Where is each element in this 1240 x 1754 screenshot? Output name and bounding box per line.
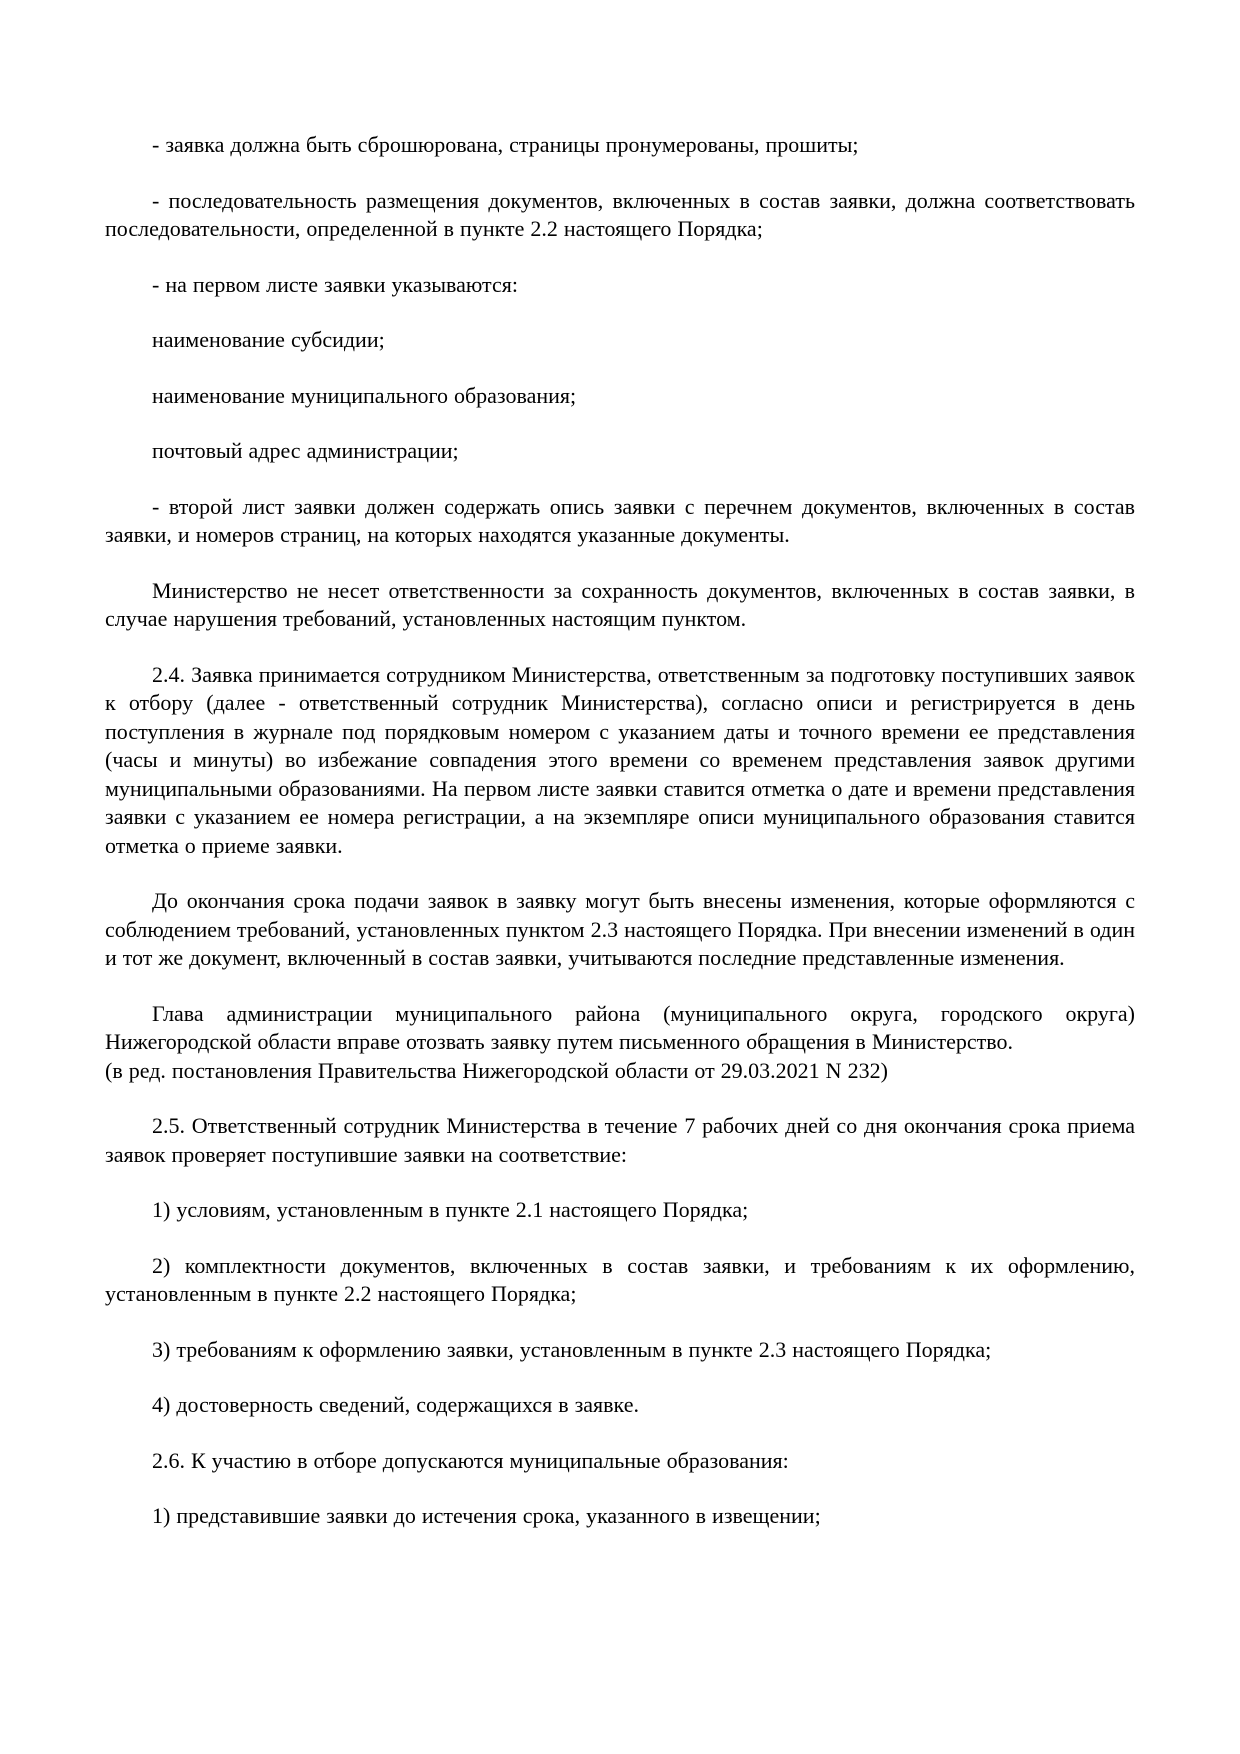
paragraph-clause-2-5: 2.5. Ответственный сотрудник Министерства в течение 7 рабочих дней со дня окончания срока приема заявок проверяет поступившие заявки на соответствие: [105, 1113, 1135, 1167]
paragraph-check-item-4: 4) достоверность сведений, содержащихся в заявке. [152, 1392, 639, 1417]
paragraph-postal-address: почтовый адрес администрации; [152, 438, 459, 463]
paragraph-check-item-3: 3) требованиям к оформлению заявки, установленным в пункте 2.3 настоящего Порядка; [152, 1336, 992, 1362]
paragraph-clause-2-6: 2.6. К участию в отборе допускаются муниципальные образования: [152, 1447, 789, 1473]
paragraph-check-item-1: 1) условиям, установленным в пункте 2.1 настоящего Порядка; [152, 1197, 749, 1222]
paragraph-second-sheet: - второй лист заявки должен содержать опись заявки с перечнем документов, включенных в состав заявки, и номеров страниц, на которых находятся указанные документы. [105, 493, 1135, 547]
paragraph-withdrawal-right: Глава администрации муниципального района (муниципального округа, городского округа) Нижегородской области вправе отозвать заявку путем письменного обращения в Министерство. [105, 1000, 1135, 1054]
paragraph-document-order: - последовательность размещения документов, включенных в состав заявки, должна соответствовать последовательности, определенной в пункте 2.2 настоящего Порядка; [105, 187, 1135, 241]
paragraph-check-item-2: 2) комплектности документов, включенных в состав заявки, и требованиям к их оформлению, установленным в пункте 2.2 настоящего Порядка; [105, 1252, 1135, 1306]
paragraph-municipality-name: наименование муниципального образования; [152, 382, 577, 408]
paragraph-subsidy-name: наименование субсидии; [152, 327, 385, 352]
paragraph-application-bound: - заявка должна быть сброшюрована, страницы пронумерованы, прошиты; [152, 132, 859, 157]
paragraph-ministry-liability: Министерство не несет ответственности за сохранность документов, включенных в состав заявки, в случае нарушения требований, установленных настоящим пунктом. [105, 577, 1135, 631]
paragraph-first-sheet-intro: - на первом листе заявки указываются: [152, 271, 518, 297]
paragraph-amendments-before-deadline: До окончания срока подачи заявок в заявку могут быть внесены изменения, которые оформляются с соблюдением требований, установленных пунктом 2.3 настоящего Порядка. При внесении изменений в один и тот же документ, включенный в состав заявки, учитываются последние представленные изменения. [105, 888, 1135, 970]
paragraph-clause-2-4: 2.4. Заявка принимается сотрудником Министерства, ответственным за подготовку поступивших заявок к отбору (далее - ответственный сотрудник Министерства), согласно описи и регистрируется в день поступления в журнале под порядковым номером с указанием даты и точного времени ее представления (часы и минуты) во избежание совпадения этого времени со временем представления заявок другими муниципальными образованиями. На первом листе заявки ставится отметка о дате и времени представления заявки с указанием ее номера регистрации, а на экземпляре описи муниципального образования ставится отметка о приеме заявки. [105, 661, 1135, 858]
paragraph-revision-note: (в ред. постановления Правительства Нижегородской области от 29.03.2021 N 232) [105, 1057, 888, 1083]
paragraph-admission-item-1: 1) представившие заявки до истечения срока, указанного в извещении; [152, 1503, 821, 1528]
